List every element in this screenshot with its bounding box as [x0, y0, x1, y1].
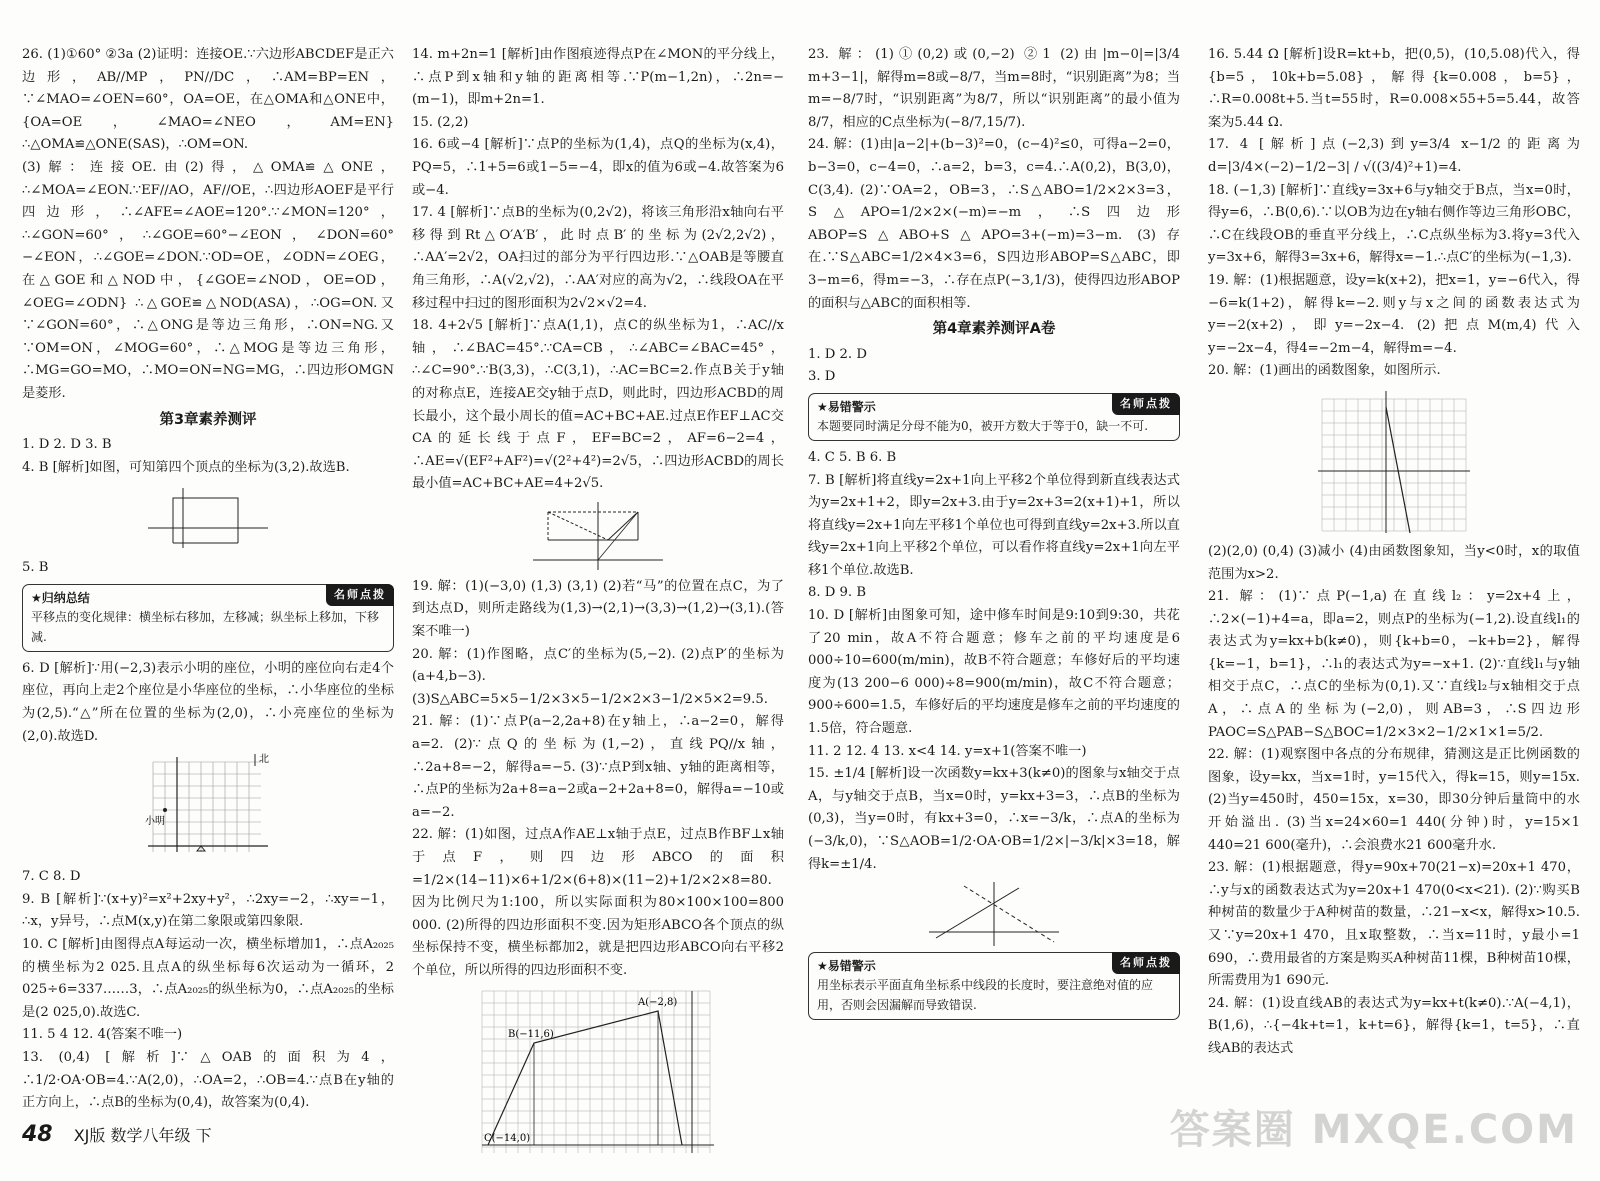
answer-b11-14: 11. 2 12. 4 13. x<4 14. y=x+1(答案不唯一) — [808, 743, 1087, 759]
answer-16: 16. 5.44 Ω [解析]设R=kt+b，把(0,5)，(10,5.08)代入，得{b=5，10k+b=5.08}，解得{k=0.008，b=5}，∴R=0.008t+5.当t=55时，R=0.008×55+5=5.44，故答案为5.44 Ω. — [1208, 47, 1580, 130]
answer-22: 22. 解：(1)观察图中各点的分布规律，猜测这是正比例函数的图象，设y=kx，当x=1时，y=15代入，得k=15，则y=15x. (2)当y=450时，450=15x，x=30，即30分钟后量筒中的水开始溢出. (3)当x=24×60=1 440(分钟)时，y=15×1 440=21 600(毫升)，∴会浪费水21 600毫升水. — [1208, 747, 1580, 853]
column-2 — [412, 44, 784, 1161]
figure-point-a: A(−2,8) — [638, 996, 678, 1008]
answer-1-3: 1. D 2. D 3. B — [22, 437, 112, 453]
answer-21: 21. 解：(1)∵点P(a−2,2a+8)在y轴上，∴a−2=0，解得a=2. (2)∵点Q的坐标为(1,−2)，直线PQ//x轴，∴2a+8=−2，解得a=−5. (3)∵点P到x轴、y轴的距离相等，∴点P的坐标为2a+8=a−2或a−2+2a+8=0，解得a=−10或a=−2. — [412, 714, 784, 820]
answer-18: 18. 4+2√5 [解析]∵点A(1,1)，点C的纵坐标为1，∴AC//x轴，∴∠BAC=45°.∵CA=CB，∴∠ABC=∠BAC=45°，∴∠C=90°.∵B(3,3)，∴C(3,1)，∴AC=BC=2.作点B关于y轴的对称点E，连接AE交y轴于点D，则此时，四边形ACBD的周长最小，这个最小周长的值=AC+BC+AE.过点E作EF⊥AC交CA的延长线于点F，EF=BC=2，AF=6−2=4，∴AE=√(EF²+AF²)=√(2²+4²)=2√5，∴四边形ACBD的周长最小值=AC+BC+AE=4+2√5. — [412, 318, 784, 492]
answer-10: 10. C [解析]由图得点A每运动一次，横坐标增加1，∴点A₂₀₂₅的横坐标为2 025.且点A的纵坐标每6次运动为一循环，2 025÷6=337……3，∴点A₂₀₂₅的纵坐标为0，∴点A₂₀₂₅的坐标是(2 025,0).故选C. — [22, 937, 394, 1020]
tip-box-title: ★归纳总结 — [31, 590, 90, 605]
answer-b15: 15. ±1/4 [解析]设一次函数y=kx+3(k≠0)的图象与x轴交于点A，与y轴交于点B，当x=0时，y=kx+3=3，∴点B的坐标为(0,3)，当y=0时，有kx+3=0，∴x=−3/k，∴点A的坐标为(−3/k,0)，∵S△AOB=1/2·OA·OB=1/2×|−3/k|×3=18，解得k=±1/4. — [808, 766, 1180, 872]
column-1 — [22, 44, 394, 1115]
figure-function-graph — [1314, 387, 1474, 537]
answer-20: 20. 解：(1)画出的函数图象，如图所示. — [1208, 363, 1441, 379]
tip-box-text: 平移点的变化规律：横坐标右移加，左移减；纵坐标上移加，下移减. — [31, 609, 380, 644]
page-number: 48 — [22, 1122, 53, 1147]
answer-6: 6. D [解析]∵用(−2,3)表示小明的座位，小明的座位向右走4个座位，再向上走2个座位是小华座位的坐标，∴小华座位的坐标为(2,5).“△”所在位置的坐标为(2,0)，∴小亮座位的坐标为(2,0).故选D. — [22, 660, 394, 744]
answer-18: 18. (−1,3) [解析]∵直线y=3x+6与y轴交于B点，当x=0时，得y=6，∴B(0,6).∵以OB为边在y轴右侧作等边三角形OBC，∴C在线段OB的垂直平分线上，∴C点纵坐标为3.将y=3代入y=3x+6，解得3=3x+6，解得x=−1.∴点C′的坐标为(−1,3). — [1208, 182, 1580, 266]
answer-20: 20. 解：(1)作图略，点C′的坐标为(5,−2). (2)点P′的坐标为(a+4,b−3). (3)S△ABC=5×5−1/2×3×5−1/2×2×3−1/2×5×2=9.5. — [412, 646, 784, 707]
figure-point-b: B(−11,6) — [508, 1028, 554, 1040]
answer-11-12: 11. 5 4 12. 4(答案不唯一) — [22, 1027, 183, 1043]
tip-box-summary — [22, 584, 394, 652]
tip-box-title: ★易错警示 — [817, 959, 876, 974]
answer-20-rest: (2)(2,0) (0,4) (3)减小 (4)由函数图象知，当y<0时，x的取值范围为x>2. — [1208, 543, 1580, 582]
answer-b1-2: 1. D 2. D — [808, 346, 867, 362]
answer-23: 23. 解：(1)①(0,2)或(0,−2) ②1 (2)由|m−0|=|3/4 m+3−1|，解得m=8或−8/7，当m=8时，“识别距离”为8；当m=−8/7时，“识别距离”为8/7，所以“识别距离”的最小值为8/7，相应的C点坐标为(−8/7,15/7). — [808, 47, 1180, 130]
tip-box-tag: 名师点拨 — [1112, 952, 1180, 974]
tip-box-tag: 名师点拨 — [1112, 393, 1180, 415]
section-title-ch3: 第3章素养测评 — [159, 411, 257, 428]
answer-5: 5. B — [22, 560, 49, 576]
figure-north-label: 北 — [259, 754, 269, 766]
tip-box-warning-2 — [808, 952, 1180, 1020]
answer-b10: 10. D [解析]由图象可知，途中修车时间是9:10到9:30，共花了20 min，故A不符合题意；修车之前的平均速度是6 000÷10=600(m/min)，故B不符合题意；车修好后的平均速度为(13 200−6 000)÷8=900(m/min)，故C不符合题意；900÷600=1.5，车修好后的平均速度是修车之前的平均速度的1.5倍，符合题意. — [808, 608, 1180, 737]
page-footer — [22, 1122, 212, 1147]
answer-b3: 3. D — [808, 369, 836, 385]
answer-4: 4. B [解析]如图，可知第四个顶点的坐标为(3,2).故选B. — [22, 459, 350, 475]
tip-box-warning-1 — [808, 393, 1180, 441]
footer-edition: XJ版 — [73, 1126, 106, 1145]
answer-24: 24. 解：(1)由|a−2|+(b−3)²=0，(c−4)²≤0，可得a−2=0，b−3=0，c−4=0，∴a=2，b=3，c=4.∴A(0,2)，B(3,0)，C(3,4). (2)∵OA=2，OB=3，∴S△ABO=1/2×2×3=3，S△APO=1/2×2×(−m)=−m，∴S四边形ABOP=S△ABO+S△APO=3+(−m)=3−m. (3)存在.∵S△ABC=1/2×4×3=6，S四边形ABOP=S△ABC，即3−m=6，得m=−3，∴存在点P(−3,1/3)，使得四边形ABOP的面积与△ABC的面积相等. — [808, 137, 1180, 311]
answer-9: 9. B [解析]∵(x+y)²=x²+2xy+y²，∴2xy=−2，∴xy=−1，∴x，y异号，∴点M(x,y)在第二象限或第四象限. — [22, 891, 394, 930]
watermark: 答案圈 MXQE.COM — [1169, 1107, 1578, 1153]
answer-26: 26. (1)①60° ②3a (2)证明：连接OE.∵六边形ABCDEF是正六边形，AB//MP，PN//DC，∴AM=BP=EN，∵∠MAO=∠OEN=60°，OA=OE，在△OMA和△ONE中，{OA=OE，∠MAO=∠NEO，AM=EN} ∴△OMA≌△ONE(SAS)，∴OM=ON. — [22, 47, 394, 153]
answer-19: 19. 解：(1)(−3,0) (1,3) (3,1) (2)若“马”的位置在点C，为了到达点D，则所走路线为(1,3)→(2,1)→(3,3)→(1,2)→(3,1).(答案不唯一) — [412, 578, 784, 640]
answer-24: 24. 解：(1)设直线AB的表达式为y=kx+t(k≠0).∵A(−4,1)，B(1,6)，∴{−4k+t=1，k+t=6}，解得{k=1，t=5}，∴直线AB的表达式 — [1208, 995, 1580, 1056]
answer-23: 23. 解：(1)根据题意，得y=90x+70(21−x)=20x+1 470，∴y与x的函数表达式为y=20x+1 470(0<x<21). (2)∵购买B种树苗的数量少于A种树苗的数量，∴21−x<x，解得x>10.5.又∵y=20x+1 470，且x取整数，∴当x=11时，y最小=1 690，∴费用最省的方案是购买A种树苗11棵，B种树苗10棵，所需费用为1 690元. — [1208, 860, 1580, 989]
answer-b4-6: 4. C 5. B 6. B — [808, 449, 897, 465]
figure-seat-grid — [143, 752, 273, 862]
figure-point-c: C(−14,0) — [484, 1132, 531, 1144]
answer-b7: 7. B [解析]将直线y=2x+1向上平移2个单位得到新直线表达式为y=2x+1+2，即y=2x+3.由于y=2x+3=2(x+1)+1，所以将直线y=2x+1向左平移1个单位也可得到直线y=2x+3.所以直线y=2x+1向上平移2个单位，可以看作将直线y=2x+1向左平移1个单位.故选B. — [808, 472, 1180, 578]
column-4 — [1208, 44, 1580, 1061]
figure-line-graph — [924, 880, 1064, 948]
answer-13: 13. (0,4) [解析]∵△OAB的面积为4，∴1/2·OA·OB=4.∵A(2,0)，∴OA=2，∴OB=4.∵点B在y轴的正方向上，∴点B的坐标为(0,4)，故答案为(0,4). — [22, 1050, 394, 1111]
figure-quadrilateral-grid — [478, 987, 718, 1157]
answer-22: 22. 解：(1)如图，过点A作AE⊥x轴于点E，过点B作BF⊥x轴于点F，则四边形ABCO的面积=1/2×(14−11)×6+1/2×(6+8)×(11−2)+1/2×2×8=80.因为比例尺为1:100，所以实际面积为80×100×100=800 000. (2)所得的四边形面积不变.因为矩形ABCO各个顶点的纵坐标保持不变，横坐标都加2，就是把四边形ABCO向右平移2个单位，所以所得的四边形面积不变. — [412, 827, 784, 978]
figure-xiaoming-label: 小明 — [145, 816, 165, 828]
column-3 — [808, 44, 1180, 1026]
tip-box-tag: 名师点拨 — [326, 584, 394, 606]
answer-7-8: 7. C 8. D — [22, 869, 81, 885]
answer-26-part3: (3)解：连接OE.由(2)得，△OMA≌△ONE，∴∠MOA=∠EON.∵EF//AO，AF//OE，∴四边形AOEF是平行四边形，∴∠AFE=∠AOE=120°.∵∠MON=120°，∴∠GON=60°，∴∠GOE=60°−∠EON，∠DON=60°−∠EON，∴∠GOE=∠DON.∵OD=OE，∠ODN=∠OEG，在△GOE和△NOD中，{∠GOE=∠NOD，OE=OD，∠OEG=∠ODN} ∴△GOE≌△NOD(ASA)，∴OG=ON.又∵∠GON=60°，∴△ONG是等边三角形，∴ON=NG.又∵OM=ON，∠MOG=60°，∴△MOG是等边三角形，∴MG=GO=MO，∴MO=ON=NG=MG，∴四边形OMGN是菱形. — [22, 159, 394, 401]
answer-19: 19. 解：(1)根据题意，设y=k(x+2)，把x=1，y=−6代入，得−6=k(1+2)，解得k=−2.则y与x之间的函数表达式为y=−2(x+2)，即y=−2x−4. (2)把点M(m,4)代入y=−2x−4，得4=−2m−4，解得m=−4. — [1208, 272, 1580, 356]
answer-16: 16. 6或−4 [解析]∵点P的坐标为(1,4)，点Q的坐标为(x,4)，PQ=5，∴1+5=6或1−5=−4，即x的值为6或−4.故答案为6或−4. — [412, 137, 784, 198]
footer-term: 下 — [195, 1126, 212, 1145]
answer-17: 17. 4 [解析]∵点B的坐标为(0,2√2)，将该三角形沿x轴向右平移得到Rt△O′A′B′，此时点B′的坐标为(2√2,2√2)，∴AA′=2√2，OA扫过的部分为平行四边形.∵△OAB是等腰直角三角形，∴A(√2,√2)，∴AA′对应的高为√2，∴线段OA在平移过程中扫过的图形面积为2√2×√2=4. — [412, 205, 784, 311]
figure-reflection — [528, 500, 668, 572]
section-title-ch4: 第4章素养测评A卷 — [932, 321, 1056, 338]
tip-box-text: 本题要同时满足分母不能为0，被开方数大于等于0，缺一不可. — [817, 418, 1149, 433]
answer-17: 17. 4 [解析]点(−2,3)到y=3/4 x−1/2的距离为d=|3/4×(−2)−1/2−3| / √((3/4)²+1)=4. — [1208, 137, 1580, 175]
tip-box-title: ★易错警示 — [817, 399, 876, 414]
answer-b8-9: 8. D 9. B — [808, 585, 867, 601]
footer-subject: 数学八年级 — [110, 1126, 191, 1145]
answer-15: 15. (2,2) — [412, 114, 469, 130]
answer-21: 21. 解：(1)∵点P(−1,a)在直线l₂：y=2x+4上，∴2×(−1)+4=a，即a=2，则点P的坐标为(−1,2).设直线l₁的表达式为y=kx+b(k≠0)，则{k+b=0，−k+b=2}，解得{k=−1，b=1}，∴l₁的表达式为y=−x+1. (2)∵直线l₁与y轴相交于点C，∴点C的坐标为(0,1).又∵直线l₂与x轴相交于点A，∴点A的坐标为(−2,0)，则AB=3，∴S四边形PAOC=S△PAB−S△BOC=1/2×3×2−1/2×1×1=5/2. — [1208, 589, 1580, 740]
figure-quadrilateral — [143, 483, 273, 553]
tip-box-text: 用坐标表示平面直角坐标系中线段的长度时，要注意绝对值的应用，否则会因漏解而导致错误. — [817, 978, 1154, 1013]
answer-14: 14. m+2n=1 [解析]由作图痕迹得点P在∠MON的平分线上，∴点P到x轴和y轴的距离相等.∵P(m−1,2n)，∴2n=−(m−1)，即m+2n=1. — [412, 47, 784, 108]
